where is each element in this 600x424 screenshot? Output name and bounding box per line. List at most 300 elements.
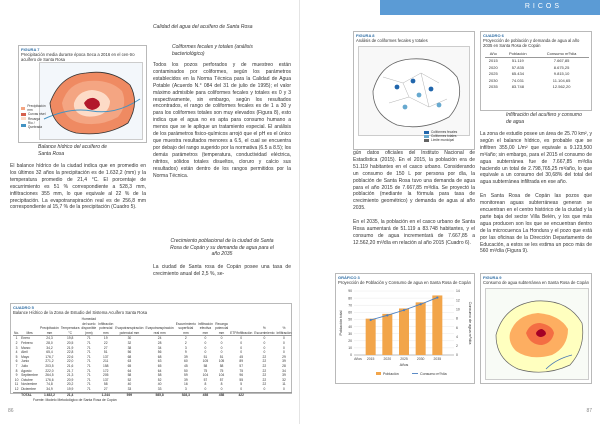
table-cell: Marzo <box>21 345 31 350</box>
table-cell: 28,0 <box>46 340 53 345</box>
table-cell: 0 <box>220 340 223 345</box>
grafico-3-box <box>335 273 475 384</box>
table-column-header: % Infiltración <box>275 317 292 336</box>
table-cell: 50 <box>183 368 188 373</box>
figure-8-title: Análisis de coliformes fecales y totales <box>356 38 428 43</box>
table-cell: 71 <box>86 350 91 355</box>
table-cell: 5 <box>240 382 243 387</box>
table-cell: 0 <box>240 345 243 350</box>
table-cell: 3 <box>184 386 187 391</box>
table-cell: 10 <box>14 377 19 382</box>
consumption-point <box>386 314 388 316</box>
table-cell: 8 <box>220 382 223 387</box>
caption-infiltracion: Infiltración del acuífero y consumo de agua <box>506 112 582 125</box>
table-cell: 105 <box>202 359 209 364</box>
table-cell: 45 <box>183 363 188 368</box>
table-cell: 0 <box>283 340 285 345</box>
table-cell: 52 <box>157 377 162 382</box>
table-cell: 57.835 <box>511 64 524 70</box>
legend-label: Límite municipal <box>431 138 455 143</box>
table-cell: 56 <box>127 350 132 355</box>
table-cell: 2015 <box>488 58 498 64</box>
table-cell: 71 <box>86 363 91 368</box>
table-cell: 39 <box>282 373 286 378</box>
table-cell: 205 <box>103 373 109 378</box>
page-number-left: 86 <box>8 408 14 414</box>
table-column-header: % Escurrimiento <box>253 317 275 336</box>
table-cell: 0 <box>263 336 266 341</box>
table-cell: 71 <box>86 340 91 345</box>
table-cell: 22,0 <box>66 359 74 364</box>
table-cell: 599 <box>114 392 144 397</box>
cuadro-5-title: Balance Hídrico de la Zona de Estudio del Sistema Acuífero Santa Rosa <box>13 310 148 315</box>
table-cell: 271,2 <box>45 359 54 364</box>
table-cell: 9 <box>15 373 18 378</box>
table-cell: 0 <box>240 350 243 355</box>
table-cell: 75 <box>219 368 224 373</box>
table-column-header: ETP/infiltración <box>229 317 253 336</box>
table-header-row <box>485 51 589 58</box>
x-tick-label: 2035 <box>433 357 442 361</box>
legend-swatch <box>21 117 26 120</box>
groundwater-map-graphic <box>486 289 589 380</box>
table-cell: 104 <box>202 373 209 378</box>
table-cell: 32 <box>127 340 132 345</box>
right-column-2-text: La zona de estudio posee un área de 25.70 km², y según el balance hídrico, es probable que se infiltren 355,00 L/m² que equivale a 9.123,500 m³/año; sin embargo, para el 2015 el consumo de agua subterránea fue de 7.667,85 m³/día haciendo un total de 2.798,765,25 m³/año, lo que equivale a un consumo del 30,68% del total del agua subterránea infiltrada en ese año. En Santa Rosa de Copán las pozos que monitorean aguas subterráneas generan se encuentran en el centro histórico de la ciudad y la parte baja del sector Villa Belén, y los que más agua producen son los que se encuentran dentro de la microcuenca La Hondura y el pozo que está por las oficinas de la Dirección Departamento de Educación, a estos se les estima un poco más de 560 m³/día (Figura 9). <box>480 131 592 255</box>
table-cell: 211 <box>103 359 109 364</box>
table-cell: 8.675,25 <box>553 64 570 70</box>
left-column-2-text: Todos los pozos perforados y de muestreo están contaminados por coliformes, según los parámetros establecidos en la Norma Técnica para la Calidad de Agua Potable (Acuerdo N.° 084 del 31 de julio de 1995); el valor máximo admisible para coliformes fecales y totales es 0 y 3 respectivamente, sin embargo, según los resultados encontrados, el rango de coliformes fecales es de 1 a 30 y para los coliformes totales son muy elevados (Figura 8), esto indica que el agua no es apta para consumo humano a menos que se le aplique un tratamiento especial. El análisis de los parámetros fisico-químicos arrojó que el pH es el único que muestra resultados menores a 6.5, el cual se encuentra por debajo del rango sugerido por la normativa (6.5 a 8.5); los demás parámetros (temperatura, conductividad eléctrica, nitritos, sólidos totales disueltos, cloruro y calcio sus resultados) están dentro de los rangos permitidos por la Norma Técnica. <box>153 62 291 179</box>
table-cell: 0 <box>220 350 223 355</box>
table-cell: 8 <box>15 368 18 373</box>
table-cell: 9 <box>184 350 187 355</box>
table-cell: 7 <box>15 363 18 368</box>
table-cell: 58 <box>103 382 108 387</box>
caption-coliformes: Coliformes fecales y totales (análisis bacteriológico) <box>172 44 253 57</box>
cuadro-5-box <box>10 303 292 403</box>
table-cell: 71 <box>86 354 91 359</box>
legend-label-population: Población <box>383 371 399 376</box>
table-cell: 58 <box>203 363 208 368</box>
table-cell: 0 <box>263 386 266 391</box>
table-cell: 11 <box>282 382 286 387</box>
table-cell: 22 <box>262 373 267 378</box>
x-tick-prefix: Años <box>354 357 362 361</box>
table-cell: 22 <box>262 382 267 387</box>
table-cell: Octubre <box>21 377 33 382</box>
cuadro-6-box <box>480 31 592 111</box>
table-cell: 71 <box>86 373 91 378</box>
table-cell: 39 <box>183 377 188 382</box>
legend-swatch <box>21 113 26 116</box>
table-column-header: Mes <box>20 317 39 336</box>
figure-8-tag: FIGURA 8 <box>356 33 375 38</box>
table-cell: 22 <box>262 377 267 382</box>
cuadro-5-source: Fuente: Modelo Metodológico de Santa Rosa de Copán <box>33 398 117 403</box>
y-tick-label: 60 <box>348 310 352 315</box>
table-cell: 33 <box>157 386 162 391</box>
table-cell: 40 <box>127 382 132 387</box>
table-cell: 0 <box>283 336 285 341</box>
table-cell: 0 <box>263 350 266 355</box>
y-tick-label: 20 <box>348 338 352 343</box>
table-cell: 34 <box>157 345 162 350</box>
table-cell: 58 <box>127 373 132 378</box>
table-cell: 176,6 <box>45 377 54 382</box>
table-cell: 21,7 <box>66 368 74 373</box>
table-cell: Junio <box>21 359 30 364</box>
figure-7-legend <box>21 104 49 129</box>
y2-tick-label: 10 <box>456 307 460 312</box>
table-cell: 39 <box>183 354 188 359</box>
y2-tick-label: 12 <box>456 298 460 303</box>
table-cell: 5 <box>15 354 18 359</box>
y2-tick-label: 2 <box>456 344 458 349</box>
water-balance-table <box>13 317 292 397</box>
table-cell: 11.104,65 <box>552 77 571 83</box>
table-cell: 20,2 <box>66 382 74 387</box>
table-cell: Noviembre <box>21 382 38 387</box>
left-column-2b-text: La ciudad de Santa rosa de Copán posee una tasa de crecimiento anual del 2,5 %, se- <box>153 264 291 277</box>
table-cell: 16 <box>183 382 188 387</box>
legend-swatch <box>424 139 429 142</box>
table-cell: 28 <box>282 363 286 368</box>
table-cell: Julio <box>21 363 28 368</box>
table-cell: 32 <box>282 377 286 382</box>
table-cell: Agosto <box>21 368 32 373</box>
table-cell: 22 <box>262 354 267 359</box>
table-cell: 74.031 <box>511 77 524 83</box>
y2-tick-label: 4 <box>456 334 458 339</box>
table-cell: Febrero <box>21 340 33 345</box>
table-cell: 0 <box>204 336 207 341</box>
table-cell: 30 <box>127 336 132 341</box>
table-cell: 21,6 <box>66 363 74 368</box>
legend-swatch <box>424 131 429 134</box>
table-cell: 65,4 <box>46 350 53 355</box>
table-row <box>485 58 589 65</box>
y2-axis-label: Consumo de agua m³/día <box>468 301 472 345</box>
right-column-1-text: gún datos oficiales del Instituto Nacional de Estadística (2015). En el 2015, la población era de 51.119 habitantes en el casco urbano. Considerando un consumo de 150 L por persona por día, la población de Santa Rosa tuvo una demanda de agua para el año 2015 de 7.667,85 m³/día. Se proyectó la población (mediante la fórmula para tasa de crecimiento geométrico) y demanda de agua al año 2035. En el 2035, la población en el casco urbano de Santa Rosa aumentará de 51.119 a 83.748 habitantes, y el consumo de agua incrementará de 7.667,85 a 12.562,20 m³/día en relación al año 2015 (Cuadro 6). <box>353 150 475 246</box>
y-tick-label: 40 <box>348 324 352 329</box>
table-column-header: Precipitación mm <box>39 317 60 336</box>
table-column-header: Población <box>502 51 535 58</box>
table-cell: 51 <box>219 354 224 359</box>
table-cell: 71 <box>86 368 91 373</box>
table-cell: 21,9 <box>66 345 74 350</box>
consumption-point <box>436 296 438 298</box>
x-tick-label: 2030 <box>416 357 425 361</box>
table-cell: 65.434 <box>511 71 524 77</box>
table-cell: 19,9 <box>66 386 74 391</box>
legend-swatch <box>21 124 26 127</box>
table-cell: 0 <box>220 336 223 341</box>
population-bar <box>399 308 409 355</box>
legend-item <box>21 121 49 129</box>
grafico-3-tag: GRÁFICO 3 <box>338 275 360 280</box>
table-cell: 75 <box>239 368 244 373</box>
y-tick-label: 30 <box>348 331 352 336</box>
table-column-header: Año <box>485 51 502 58</box>
table-cell: 55 <box>239 377 244 382</box>
table-cell: 58 <box>219 363 224 368</box>
table-cell: 24,3 <box>46 336 53 341</box>
legend-label: Recarga <box>28 116 41 121</box>
table-cell: 22 <box>262 368 267 373</box>
figure-9-tag: FIGURA 9 <box>483 275 502 280</box>
x-tick-label: 2015 <box>366 357 375 361</box>
table-cell: 3 <box>184 345 187 350</box>
table-cell: 28 <box>157 340 162 345</box>
table-cell: 19,8 <box>66 336 74 341</box>
table-cell: 75 <box>203 368 208 373</box>
table-column-header: Evapotranspiración potencial mm <box>114 317 144 336</box>
table-cell: 20,5 <box>66 340 74 345</box>
table-cell: 71 <box>86 359 91 364</box>
table-column-header: No. <box>13 317 20 336</box>
table-cell <box>13 392 20 397</box>
cuadro-5-tag: CUADRO 5 <box>13 305 34 310</box>
page-number-right: 87 <box>586 408 592 414</box>
table-cell: 34 <box>282 368 286 373</box>
table-row <box>485 84 589 90</box>
population-bar <box>416 302 426 355</box>
table-column-header: Evapotranspiración real mm <box>145 317 175 336</box>
table-cell: 39 <box>282 359 286 364</box>
y-tick-label: 0 <box>350 353 352 358</box>
table-cell: Mayo <box>21 354 30 359</box>
table-cell: 68 <box>127 354 132 359</box>
population-bar <box>366 319 376 355</box>
legend-swatch <box>424 135 429 138</box>
rainfall-map <box>39 62 143 140</box>
legend-item <box>424 138 472 142</box>
legend-label: Precipitación mm <box>27 104 46 113</box>
table-cell: 2035 <box>488 84 498 90</box>
table-cell: 51 <box>203 354 208 359</box>
table-cell <box>253 392 275 397</box>
table-cell: 57 <box>239 363 244 368</box>
table-cell: 11 <box>14 382 19 387</box>
table-cell: 0 <box>240 386 243 391</box>
grafico-3-title: Proyección de Población y Consumo de agua en Santa Rosa de Copán <box>338 280 471 285</box>
table-cell: 2025 <box>488 71 498 77</box>
table-cell: 1.632,2 <box>39 392 60 397</box>
table-cell: 222,0 <box>45 368 54 373</box>
figure-8-legend <box>424 130 472 143</box>
table-cell: 458 <box>214 392 229 397</box>
table-cell: 12.562,20 <box>552 84 571 90</box>
rainfall-map-graphic <box>40 63 143 140</box>
legend-label-consumption: Consumo m³/día <box>420 371 447 376</box>
table-cell: 64 <box>157 368 162 373</box>
table-cell: 20,9 <box>66 377 74 382</box>
consumption-point <box>403 309 405 311</box>
figure-8-box <box>353 31 475 150</box>
table-cell: 264,5 <box>45 373 54 378</box>
legend-swatch <box>21 107 25 110</box>
table-cell: 0 <box>240 336 243 341</box>
table-total-row <box>13 392 292 397</box>
table-cell: 105 <box>218 359 225 364</box>
table-cell: 71 <box>86 336 91 341</box>
table-cell: 2 <box>184 340 187 345</box>
table-cell: 89 <box>239 359 244 364</box>
table-cell: 51.119 <box>511 58 524 64</box>
table-cell: Enero <box>21 336 30 341</box>
table-cell: 22 <box>262 363 267 368</box>
caption-balance-hidrico: Balance hídrico del acuífero de Santa Rosa <box>38 144 107 157</box>
legend-label: Coliformes fecales <box>431 130 458 134</box>
table-cell: 422 <box>229 392 253 397</box>
table-cell: 40 <box>157 382 162 387</box>
table-cell: 96 <box>239 373 244 378</box>
table-cell: 203,5 <box>45 363 54 368</box>
section-label: RICOS <box>524 3 562 10</box>
left-column-1-text: El balance hídrico de la ciudad indica que en promedio en los últimos 32 años la precipitación es de 1.632,2 (mm) y la temperatura promedio de 21,4 °C. El porcentaje de escurrimiento es 51 % correspondiente a 528,3 mm, infiltraciones 355 mm, lo que equivale al 22 % de la precipitación. La evapotranspiración real es de 256,8 mm correspondiente al 15,7 % de la precipitación (Cuadro 5). <box>10 163 146 211</box>
table-cell: 22,6 <box>66 354 74 359</box>
table-cell: 4 <box>15 350 18 355</box>
table-cell: 158 <box>103 363 109 368</box>
table-cell: 585,8 <box>145 392 175 397</box>
table-cell: 19 <box>103 336 108 341</box>
table-cell: 59 <box>183 373 188 378</box>
table-column-header: Recarga potencial mm <box>214 317 229 336</box>
table-cell: 0 <box>240 340 243 345</box>
figure-7-box <box>18 45 147 143</box>
table-column-header: Escurrimiento superficial mm <box>175 317 197 336</box>
table-cell: 0 <box>204 350 207 355</box>
y-tick-label: 50 <box>348 317 352 322</box>
table-cell: 3 <box>15 345 18 350</box>
table-cell: 0 <box>283 386 285 391</box>
table-cell: 22,8 <box>66 350 74 355</box>
table-cell: 52 <box>127 377 132 382</box>
table-column-header: Infiltración efectiva mm <box>197 317 214 336</box>
table-cell <box>80 392 97 397</box>
table-cell: 29 <box>282 354 286 359</box>
table-cell: 137 <box>103 377 109 382</box>
table-cell: 65 <box>127 363 132 368</box>
table-cell: 33 <box>127 386 132 391</box>
table-cell: 7.667,85 <box>553 58 570 64</box>
table-cell: 12 <box>14 386 19 391</box>
table-cell: 60 <box>183 359 188 364</box>
table-cell: 34,2 <box>46 345 53 350</box>
cuadro-6-tag: CUADRO 6 <box>483 33 504 38</box>
table-cell: 64 <box>127 368 132 373</box>
population-projection-table <box>485 51 589 90</box>
table-cell: 0 <box>263 340 266 345</box>
table-column-header: Humedad del suelo disponible (mm) <box>81 317 97 335</box>
x-axis-label: Años <box>399 363 409 367</box>
population-bar <box>382 314 392 355</box>
population-bar <box>432 295 442 355</box>
y-tick-label: 90 <box>348 289 352 294</box>
legend-label: Curvas nivel <box>28 112 46 117</box>
table-cell: 137 <box>103 354 109 359</box>
population-consumption-chart <box>336 287 474 383</box>
figure-7-title: Precipitación media durante época Seca a 2016 en el cen-tro acuífero de Santa Rosa <box>21 52 135 62</box>
table-cell: Diciembre <box>21 386 36 391</box>
y2-tick-label: 8 <box>456 316 458 321</box>
table-header-row <box>13 317 292 336</box>
legend-swatch-population <box>376 372 381 375</box>
figure-7-tag: FIGURA 7 <box>21 47 40 52</box>
y2-tick-label: 0 <box>456 353 458 358</box>
cuadro-6-title: Proyección de población y demanda de agua al año 2035 en Santa Rosa de Copán <box>483 38 580 48</box>
table-cell: 27 <box>103 386 108 391</box>
table-cell: 0 <box>220 345 223 350</box>
table-cell: 51 <box>103 350 108 355</box>
right-page <box>300 0 600 424</box>
x-tick-label: 2020 <box>383 357 392 361</box>
consumption-point <box>420 303 422 305</box>
legend-label: Coliformes totales <box>431 134 457 139</box>
table-cell: Septiembre <box>21 373 39 378</box>
table-cell: 172 <box>103 368 109 373</box>
table-cell: 528,3 <box>175 392 197 397</box>
caption-calidad-agua: Calidad del agua del acuífero de Santa Rosa <box>153 24 253 30</box>
table-cell: 56 <box>157 350 162 355</box>
table-cell: 22 <box>262 359 267 364</box>
table-cell: 27 <box>103 345 108 350</box>
caption-crecimiento: Crecimiento poblacional de la ciudad de Santa Rosa de Copán y su demanda de agua para el año 2035 <box>170 238 274 257</box>
table-column-header: Consumo m³/día <box>534 51 589 58</box>
table-column-header: Infiltración potencial mm <box>97 317 114 336</box>
table-cell: 2030 <box>488 77 498 83</box>
table-cell: 0 <box>204 340 207 345</box>
table-cell: 104 <box>218 373 225 378</box>
consumption-point <box>370 319 372 321</box>
legend-label: Río / Quebrada <box>27 120 43 130</box>
table-cell: 45 <box>239 354 244 359</box>
table-cell: 6 <box>15 359 18 364</box>
figure-9-title: Consumo de agua subterránea en Santa Rosa de Copán <box>483 280 589 285</box>
y-tick-label: 10 <box>348 346 352 351</box>
table-cell: 0 <box>204 345 207 350</box>
y-tick-label: 80 <box>348 296 352 301</box>
table-cell: 21,4 <box>60 392 81 397</box>
table-cell: 2 <box>184 336 187 341</box>
y-tick-label: 70 <box>348 303 352 308</box>
table-cell: 57 <box>203 377 208 382</box>
table-cell: 21,3 <box>66 373 74 378</box>
figure-9-box <box>480 273 592 384</box>
table-cell: 63 <box>127 359 132 364</box>
table-column-header: Temperatura °C <box>60 317 81 336</box>
table-cell: Abril <box>21 350 28 355</box>
table-cell <box>275 392 292 397</box>
table-cell: 63 <box>157 359 162 364</box>
table-cell: 34,9 <box>46 386 53 391</box>
x-tick-label: 2025 <box>400 357 408 361</box>
table-cell: 0 <box>283 345 285 350</box>
table-cell: 71 <box>86 377 91 382</box>
table-cell: 74,8 <box>46 382 53 387</box>
table-cell: 22 <box>103 340 108 345</box>
table-cell: 57 <box>219 377 224 382</box>
groundwater-consumption-map <box>485 288 589 380</box>
table-cell: 1.244 <box>97 392 114 397</box>
legend-item <box>21 104 49 112</box>
table-cell: 24 <box>157 336 162 341</box>
table-cell: 38 <box>127 345 132 350</box>
y2-tick-label: 14 <box>456 289 460 294</box>
y2-tick-label: 6 <box>456 325 458 330</box>
table-cell: 0 <box>263 345 266 350</box>
table-cell: 0 <box>204 386 207 391</box>
